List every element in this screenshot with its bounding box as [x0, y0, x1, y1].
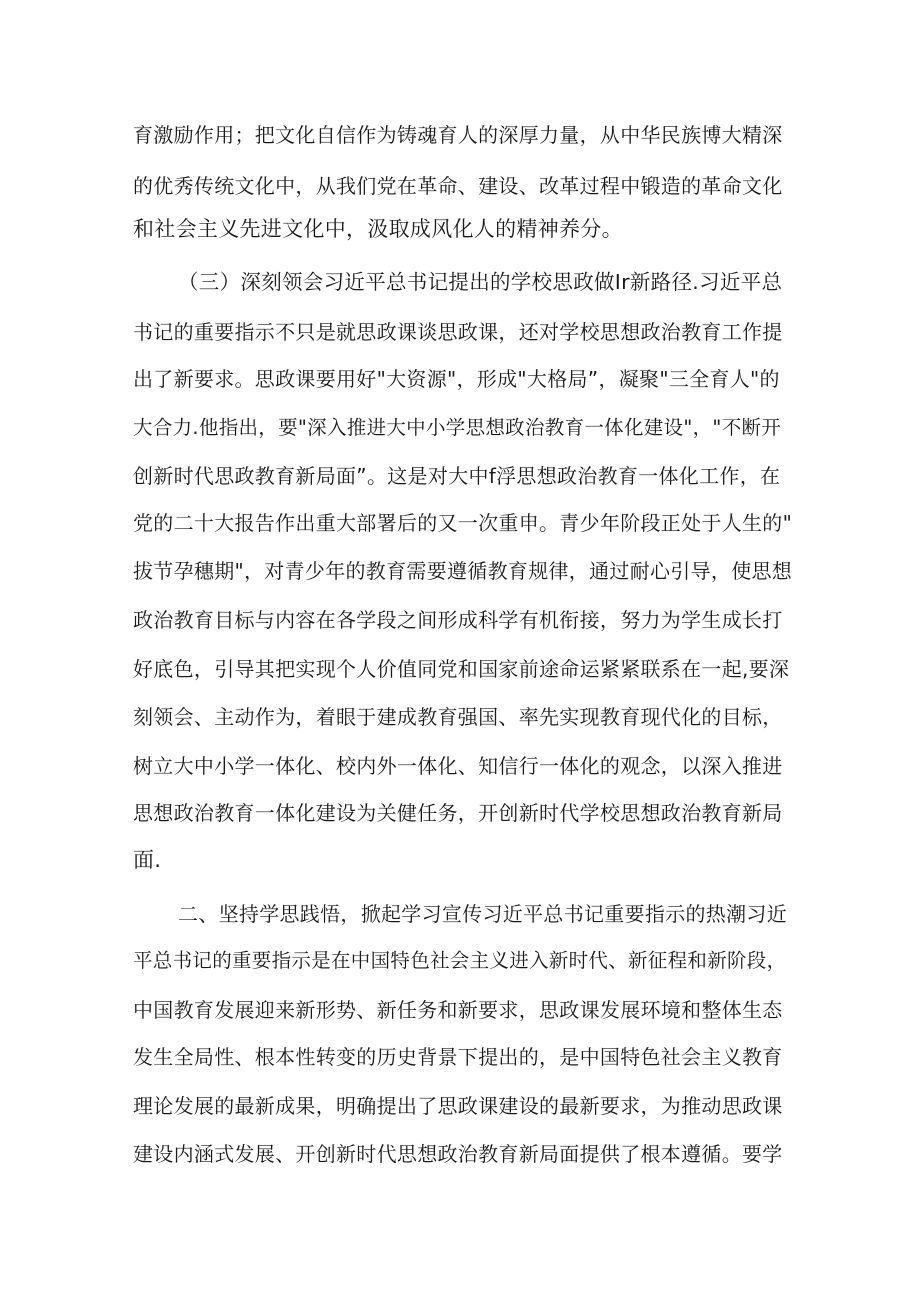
- text-line: 思想政治教育一体化建设为关健任务，开创新时代学校思想政治教育新局: [133, 801, 783, 825]
- text-line: 理论发展的最新成果，明确提出了思政课建设的最新要求，为推动思政课: [133, 1094, 783, 1118]
- text-line: 中国教育发展迎来新形势、新任务和新要求，思政课发展环境和整体生态: [133, 998, 783, 1022]
- text-line: 育激励作用；把文化自信作为铸魂育人的深厚力量，从中华民族博大精深: [133, 123, 783, 147]
- text-line: 书记的重要指示不只是就思政课谈思政课，还对学校思想政治教育工作提: [133, 320, 783, 344]
- text-line: 二、坚持学思践悟，掀起学习宣传习近平总书记重要指示的热潮习近: [178, 902, 787, 926]
- text-line: 面.: [133, 848, 162, 872]
- text-line: 党的二十大报告作出重大部署后的又一次重申。青少年阶段正处于人生的": [133, 511, 793, 535]
- text-line: 好底色，引导其把实现个人价值同党和国家前途命运紧紧联系在一起,要深: [133, 657, 790, 681]
- text-line: 发生全局性、根本性转变的历史背景下提出的，是中国特色社会主义教育: [133, 1045, 783, 1069]
- text-line: 拔节孕穗期"，对青少年的教育需要遵循教育规律，通过耐心引导，使思想: [133, 559, 793, 583]
- text-line: 出了新要求。思政课要用好"大资源"，形成"大格局”，凝聚"三全育人"的: [133, 367, 780, 391]
- text-line: 建设内涵式发展、开创新时代思想政治教育新局面提供了根本遵循。要学: [133, 1142, 783, 1166]
- text-line: 的优秀传统文化中，从我们党在革命、建设、改革过程中锻造的革命文化: [133, 174, 783, 198]
- text-line: 平总书记的重要指示是在中国特色社会主义进入新时代、新征程和新阶段，: [133, 949, 787, 972]
- text-line: 创新时代思政教育新局面”。这是对大中f浮思想政治教育一体化工作，在: [133, 464, 781, 488]
- text-line: 政治教育目标与内容在各学段之间形成科学有机衔接，努力为学生成长打: [133, 608, 783, 632]
- text-line: 和社会主义先进文化中，汲取成风化人的精神养分。: [133, 217, 623, 241]
- text-line: （三）深刻领会习近平总书记提出的学校思政做Ir新路径.习近平总: [178, 270, 783, 294]
- text-line: 刻领会、主动作为，着眼于建成教育强国、率先实现教育现代化的目标，: [133, 705, 783, 729]
- text-line: 树立大中小学一体化、校内外一体化、知信行一体化的观念，以深入推进: [133, 754, 783, 778]
- text-line: 大合力.他指出，要"深入推进大中小学思想政治教育一体化建设"，"不断开: [133, 416, 782, 439]
